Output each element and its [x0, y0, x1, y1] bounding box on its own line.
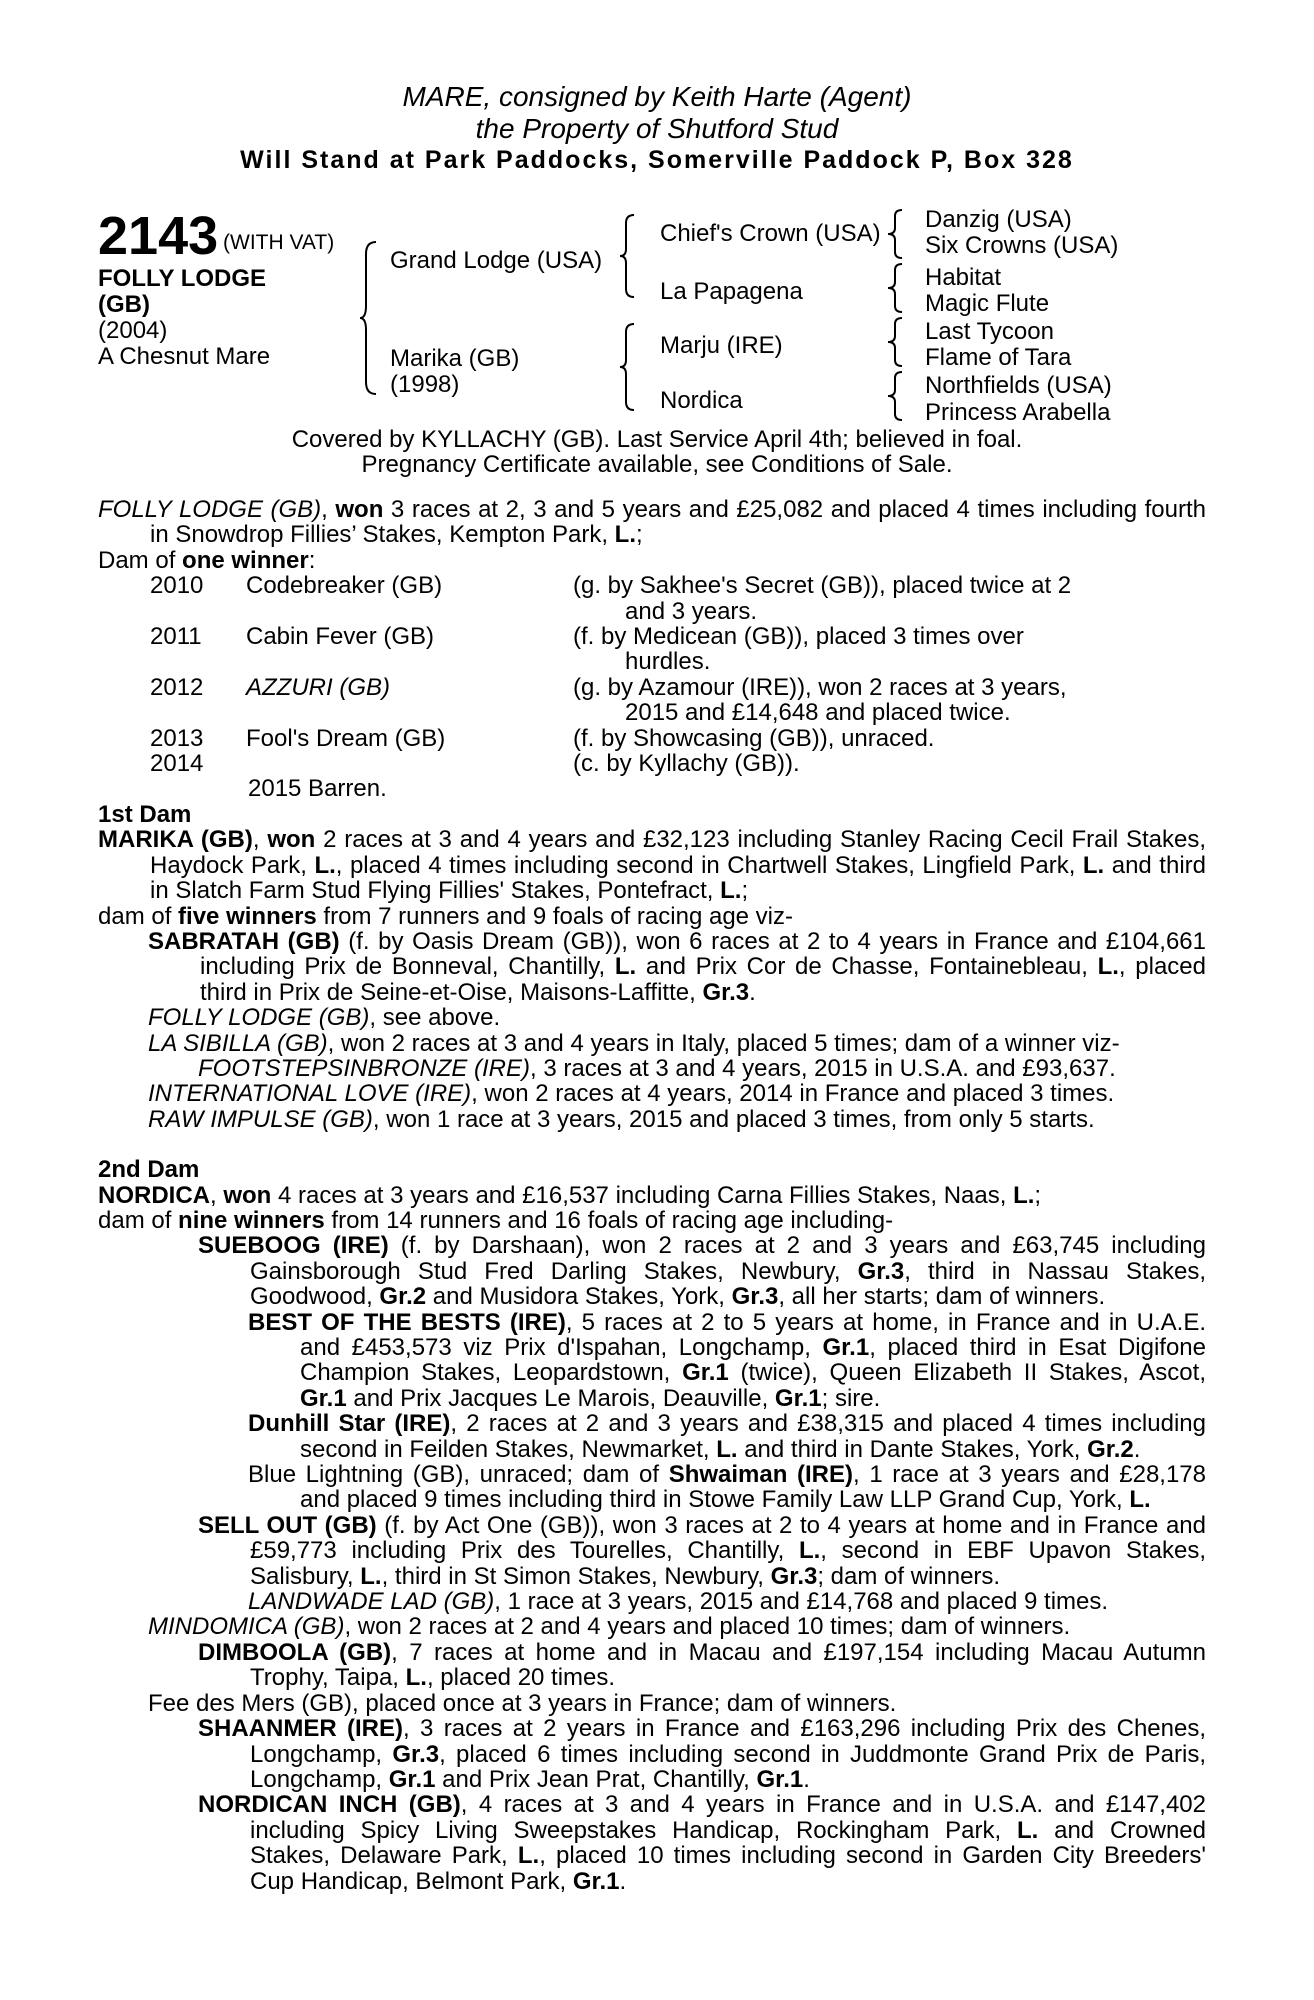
- barren-line: 2015 Barren.: [248, 775, 387, 803]
- pedigree-ssd: Six Crowns (USA): [925, 232, 1119, 259]
- pedigree-sdd: Magic Flute: [925, 290, 1050, 317]
- first-dam-dam-of: dam of five winners from 7 runners and 9 foals of racing age viz-: [98, 902, 794, 930]
- second-dam-heading: 2nd Dam: [98, 1156, 200, 1184]
- sell-out-record: SELL OUT (GB) (f. by Act One (GB)), won 3 races at 2 to 4 years at home and in France and £59,773 including Prix des Tourelles, Chantilly, L., second in EBF Upavon Stakes, Salisbury, L., third in St Simon Stakes, Newbury, Gr.3; dam of winners.: [198, 1511, 1207, 1590]
- shaanmer-record: SHAANMER (IRE), 3 races at 2 years in France and £163,296 including Prix des Chenes, Longchamp, Gr.3, placed 6 times including second in Juddmonte Grand Prix de Paris, Longchamp, Gr.1 and Prix Jean Prat, Chantilly, Gr.1.: [198, 1715, 1207, 1793]
- footsteps-record: FOOTSTEPSINBRONZE (IRE), 3 races at 3 and 4 years, 2015 in U.S.A. and £93,637.: [198, 1054, 1116, 1082]
- mare-name: FOLLY LODGE (GB): [98, 496, 322, 523]
- pedigree-dam-dam: Nordica: [660, 387, 743, 414]
- consignor-line: MARE, consigned by Keith Harte (Agent): [402, 81, 912, 112]
- pedigree-brace-sire: [620, 213, 636, 299]
- first-dam-heading: 1st Dam: [98, 800, 192, 828]
- covered-line: Covered by KYLLACHY (GB). Last Service April 4th; believed in foal.: [291, 426, 1023, 453]
- won-label: won: [335, 496, 384, 523]
- pedigree-dsd: Flame of Tara: [925, 344, 1072, 371]
- pedigree-dss: Last Tycoon: [925, 318, 1054, 345]
- mindomica-record: MINDOMICA (GB), won 2 races at 2 and 4 years and placed 10 times; dam of winners.: [148, 1613, 1071, 1641]
- produce-row: 2012 AZZURI (GB) (g. by Azamour (IRE)), won 2 races at 3 years, 2015 and £14,648 and placed twice.: [150, 673, 1067, 727]
- pedigree-brace-sd: [888, 262, 904, 314]
- mare-record: FOLLY LODGE (GB), won 3 races at 2, 3 and 5 years and £25,082 and placed 4 times including fourth in Snowdrop Fillies’ Stakes, Kempton Park, L.;: [98, 496, 1206, 549]
- best-of-the-bests-record: BEST OF THE BESTS (IRE), 5 races at 2 to 5 years at home, in France and in U.A.E. and £453,573 viz Prix d'Ispahan, Longchamp, Gr.1, placed third in Esat Digifone Champion Stakes, Leopardstown, Gr.1 (twice), Queen Elizabeth II Stakes, Ascot, Gr.1 and Prix Jacques Le Marois, Deauville, Gr.1; sire.: [248, 1308, 1207, 1412]
- fee-des-mers-record: Fee des Mers (GB), placed once at 3 years in France; dam of winners.: [148, 1689, 897, 1717]
- folly-lodge-ref: FOLLY LODGE (GB), see above.: [148, 1004, 501, 1032]
- horse-year: (2004): [98, 317, 168, 344]
- sueboog-record: SUEBOOG (IRE) (f. by Darshaan), won 2 races at 2 and 3 years and £63,745 including Gainsborough Stud Fred Darling Stakes, Newbury, Gr.3, third in Nassau Stakes, Goodwood, Gr.2 and Musidora Stakes, York, Gr.3, all her starts; dam of winners.: [198, 1232, 1207, 1311]
- pedigree-brace-dd: [888, 370, 904, 422]
- pedigree-dam: Marika (GB): [390, 345, 520, 372]
- vat-label: (WITH VAT): [223, 231, 335, 254]
- pedigree-brace-ds: [888, 316, 904, 368]
- pedigree-brace-dam: [620, 322, 636, 412]
- second-dam-dam-of: dam of nine winners from 14 runners and 16 foals of racing age including-: [98, 1206, 894, 1234]
- first-dam-record: MARIKA (GB), won 2 races at 3 and 4 years and £32,123 including Stanley Racing Cecil Frail Stakes, Haydock Park, L., placed 4 times including second in Chartwell Stakes, Lingfield Park, L. and third in Slatch Farm Stud Flying Fillies' Stakes, Pontefract, L.;: [98, 826, 1206, 905]
- property-line: the Property of Shutford Stud: [475, 113, 839, 144]
- horse-name-line2: (GB): [98, 291, 150, 318]
- sabratah-record: SABRATAH (GB) (f. by Oasis Dream (GB)), won 6 races at 2 to 4 years in France and £104,661 including Prix de Bonneval, Chantilly, L. and Prix Cor de Chasse, Fontainebleau, L., placed third in Prix de Seine-et-Oise, Maisons-Laffitte, Gr.3.: [148, 927, 1206, 1006]
- pedigree-sire-dam: La Papagena: [660, 278, 803, 305]
- pedigree-dds: Northfields (USA): [925, 372, 1112, 399]
- la-sibilla-record: LA SIBILLA (GB), won 2 races at 3 and 4 years in Italy, placed 5 times; dam of a winner viz-: [148, 1029, 1120, 1057]
- pedigree-brace-ss: [888, 208, 904, 260]
- pedigree-dam-sire: Marju (IRE): [660, 332, 783, 359]
- dam-of-line: Dam of one winner:: [98, 546, 316, 574]
- raw-impulse-record: RAW IMPULSE (GB), won 1 race at 3 years, 2015 and placed 3 times, from only 5 starts.: [148, 1105, 1095, 1133]
- pedigree-ddd: Princess Arabella: [925, 399, 1111, 426]
- pedigree-brace-sire-dam: [360, 240, 380, 396]
- nordican-inch-record: NORDICAN INCH (GB), 4 races at 3 and 4 years in France and in U.S.A. and £147,402 including Spicy Living Sweepstakes Handicap, Rockingham Park, L. and Crowned Stakes, Delaware Park, L., placed 10 times including second in Garden City Breeders' Cup Handicap, Belmont Park, Gr.1.: [198, 1791, 1207, 1895]
- produce-row: 2014 (c. by Kyllachy (GB)).: [150, 750, 800, 778]
- horse-description: A Chesnut Mare: [98, 343, 271, 370]
- produce-row: 2013 Fool's Dream (GB) (f. by Showcasing (GB)), unraced.: [150, 724, 935, 752]
- pedigree-sds: Habitat: [925, 264, 1002, 291]
- second-dam-record: NORDICA, won 4 races at 3 years and £16,537 including Carna Fillies Stakes, Naas, L.;: [98, 1181, 1042, 1209]
- produce-row: 2011 Cabin Fever (GB) (f. by Medicean (GB)), placed 3 times over hurdles.: [150, 623, 1024, 676]
- pedigree-sss: Danzig (USA): [925, 206, 1072, 233]
- pedigree-sire: Grand Lodge (USA): [390, 247, 603, 274]
- catalogue-body: [98, 497, 1206, 1894]
- dunhill-star-record: Dunhill Star (IRE), 2 races at 2 and 3 years and £38,315 and placed 4 times including second in Feilden Stakes, Newmarket, L. and third in Dante Stakes, York, Gr.2.: [248, 1410, 1206, 1463]
- produce-row: 2010 Codebreaker (GB) (g. by Sakhee's Secret (GB)), placed twice at 2 and 3 years.: [150, 572, 1072, 625]
- pedigree-sire-sire: Chief's Crown (USA): [660, 220, 881, 247]
- international-love-record: INTERNATIONAL LOVE (IRE), won 2 races at 4 years, 2014 in France and placed 3 times.: [148, 1080, 1115, 1108]
- dimboola-record: DIMBOOLA (GB), 7 races at home and in Macau and £197,154 including Macau Autumn Trophy, Taipa, L., placed 20 times.: [198, 1638, 1206, 1692]
- stabling-line: Will Stand at Park Paddocks, Somerville Paddock P, Box 328: [240, 146, 1074, 174]
- pregnancy-line: Pregnancy Certificate available, see Conditions of Sale.: [361, 451, 953, 478]
- blue-lightning-record: Blue Lightning (GB), unraced; dam of Shwaiman (IRE), 1 race at 3 years and £28,178 and placed 9 times including third in Stowe Family Law LLP Grand Cup, York, L.: [248, 1461, 1207, 1514]
- lot-number: 2143: [98, 206, 219, 266]
- horse-name-line1: FOLLY LODGE: [98, 265, 267, 292]
- pedigree-dam-year: (1998): [390, 371, 460, 398]
- landwade-lad-record: LANDWADE LAD (GB), 1 race at 3 years, 2015 and £14,768 and placed 9 times.: [248, 1588, 1109, 1616]
